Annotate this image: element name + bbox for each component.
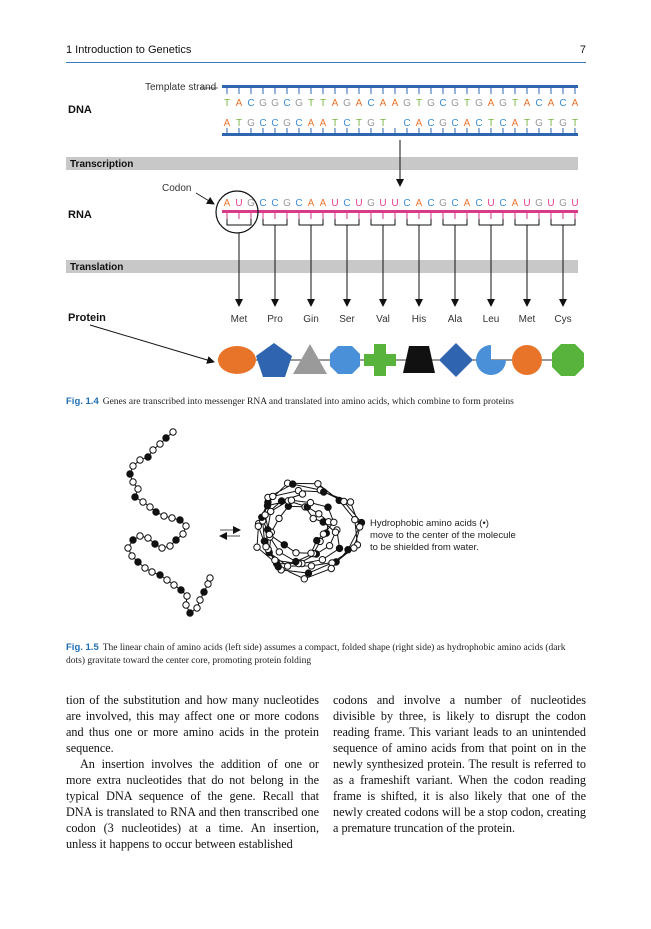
figure-1-5 <box>0 410 651 640</box>
nucleotide-base: G <box>283 118 291 129</box>
hydrophilic-residue <box>263 544 269 550</box>
nucleotide-base: C <box>403 198 411 209</box>
blue-pacman-icon <box>476 345 506 375</box>
nucleotide-base: C <box>271 198 279 209</box>
hydrophilic-residue <box>169 515 175 521</box>
nucleotide-base: C <box>535 98 543 109</box>
figure-1-4-caption <box>66 395 586 409</box>
nucleotide-base: C <box>451 198 459 209</box>
hydrophilic-residue <box>266 531 272 537</box>
codon-bracket <box>443 219 467 225</box>
body-paragraph: tion of the substitution and how many nucleotides are involved, this may affect one or more codons and thus one or more amino acids in the protein sequence. <box>66 693 319 755</box>
nucleotide-base: G <box>247 118 255 129</box>
nucleotide-base: G <box>535 118 543 129</box>
hydrophilic-residue <box>164 577 170 583</box>
figure-1-5-caption-text: The linear chain of amino acids (left side) assumes a compact, folded shape (right side) as hydrophobic amino acids (dark dots) gravitate toward the center core, promoting protein folding <box>66 643 566 666</box>
dna-top-ticks <box>227 88 575 94</box>
nucleotide-base: T <box>415 98 423 109</box>
nucleotide-base: A <box>463 198 471 209</box>
figure-1-5-caption-label: Fig. 1.5 <box>66 642 99 653</box>
codon-label: Codon <box>162 183 192 194</box>
hydrophilic-residue <box>308 550 314 556</box>
hydrophilic-residue <box>180 531 186 537</box>
nucleotide-base: G <box>259 98 267 109</box>
hydrophobic-residue <box>314 537 320 543</box>
hydrophilic-residue <box>255 523 261 529</box>
nucleotide-base: A <box>223 198 231 209</box>
nucleotide-base: C <box>559 98 567 109</box>
figure-1-5-caption <box>66 641 586 668</box>
nucleotide-base: C <box>475 198 483 209</box>
dna-helix <box>222 85 579 136</box>
nucleotide-base: G <box>439 198 447 209</box>
hydrophilic-residue <box>262 512 268 518</box>
hydrophobic-residue <box>135 559 141 565</box>
nucleotide-base: A <box>319 118 327 129</box>
nucleotide-base: A <box>223 118 231 129</box>
hydrophobic-residue <box>305 570 311 576</box>
hydrophobic-residue <box>336 545 342 551</box>
protein-label: Protein <box>68 312 106 324</box>
hydrophilic-residue <box>137 457 143 463</box>
hydrophilic-residue <box>183 602 189 608</box>
codon-bracket <box>299 219 323 225</box>
hydrophilic-residue <box>316 511 322 517</box>
nucleotide-base: C <box>247 98 255 109</box>
nucleotide-base: G <box>499 98 507 109</box>
hydrophilic-residue <box>276 549 282 555</box>
nucleotide-base: T <box>379 118 387 129</box>
hydrophobic-residue <box>325 504 331 510</box>
hydrophilic-residue <box>147 504 153 510</box>
hydrophobic-residue <box>127 471 133 477</box>
nucleotide-base: U <box>487 198 495 209</box>
nucleotide-base: U <box>523 198 531 209</box>
rna-ticks <box>227 213 575 219</box>
hydrophilic-residue <box>332 529 338 535</box>
nucleotide-base: G <box>427 98 435 109</box>
translation-label: Translation <box>70 262 124 273</box>
nucleotide-base: G <box>367 198 375 209</box>
hydrophilic-residue <box>352 517 358 523</box>
nucleotide-base: C <box>499 118 507 129</box>
nucleotide-base: U <box>391 198 399 209</box>
nucleotide-base: U <box>331 198 339 209</box>
chapter-title: 1 Introduction to Genetics <box>66 44 192 56</box>
nucleotide-base: T <box>511 98 519 109</box>
nucleotide-base: G <box>343 98 351 109</box>
hydrophobic-residue <box>290 481 296 487</box>
hydrophilic-residue <box>284 563 290 569</box>
hydrophilic-residue <box>150 447 156 453</box>
nucleotide-base: A <box>415 198 423 209</box>
nucleotide-base: A <box>331 98 339 109</box>
nucleotide-base: T <box>463 98 471 109</box>
nucleotide-base: C <box>343 118 351 129</box>
nucleotide-base: T <box>319 98 327 109</box>
dna-backbone-bottom <box>222 133 578 136</box>
blue-octagon-icon <box>330 346 360 374</box>
nucleotide-base: G <box>559 118 567 129</box>
nucleotide-base: C <box>295 118 303 129</box>
codon-bracket <box>551 219 575 225</box>
green-cross-icon <box>364 344 396 376</box>
codon-brackets <box>227 219 575 225</box>
hydrophilic-residue <box>130 479 136 485</box>
hydrophilic-residue <box>149 569 155 575</box>
nucleotide-base: A <box>415 118 423 129</box>
nucleotide-base: G <box>271 98 279 109</box>
translation-band <box>66 260 578 273</box>
codon-bracket <box>479 219 503 225</box>
body-column-left <box>66 692 319 852</box>
rna-label: RNA <box>68 209 92 221</box>
hydrophilic-residue <box>320 531 326 537</box>
hydrophobic-residue <box>293 558 299 564</box>
nucleotide-base: G <box>367 118 375 129</box>
nucleotide-base: G <box>439 118 447 129</box>
nucleotide-base: U <box>547 198 555 209</box>
hydrophobic-residue <box>178 587 184 593</box>
nucleotide-base: U <box>571 198 579 209</box>
rna-sequence <box>224 198 579 209</box>
hydrophilic-residue <box>341 498 347 504</box>
transcription-label: Transcription <box>70 159 134 170</box>
nucleotide-base: A <box>463 118 471 129</box>
hydrophilic-residue <box>194 605 200 611</box>
hydrophilic-residue <box>319 557 325 563</box>
codon-bracket <box>407 219 431 225</box>
codon-bracket <box>515 219 539 225</box>
hydrophobic-residue <box>177 517 183 523</box>
nucleotide-base: U <box>235 198 243 209</box>
transcription-band <box>66 157 578 170</box>
nucleotide-base: C <box>259 118 267 129</box>
nucleotide-base: C <box>403 118 411 129</box>
black-trapezoid-icon <box>403 346 435 373</box>
nucleotide-base: C <box>427 198 435 209</box>
dna-bottom-ticks <box>227 128 575 133</box>
hydrophobic-residue <box>275 564 281 570</box>
hydrophilic-residue <box>299 491 305 497</box>
nucleotide-base: A <box>547 98 555 109</box>
hydrophilic-residue <box>161 513 167 519</box>
body-paragraph: codons and involve a number of nucleotides divisible by three, is likely to disrupt the codon reading frame. This variant leads to an unintended sequence of amino acids from that point on in the newly synthesized protein. The result is referred to as a frameshift variant. When the codon reading frame is shifted, it is also likely that one of the newly created codons will be a stop codon, creating a premature truncation of the protein. <box>333 693 586 835</box>
orange-ellipse-icon <box>218 346 256 374</box>
nucleotide-base: A <box>511 198 519 209</box>
nucleotide-base: A <box>235 98 243 109</box>
nucleotide-base: T <box>223 98 231 109</box>
nucleotide-base: C <box>259 198 267 209</box>
hydrophobic-residue <box>145 454 151 460</box>
nucleotide-base: G <box>247 198 255 209</box>
amino-acid-label: Met <box>518 314 536 325</box>
nucleotide-base: T <box>487 118 495 129</box>
hydrophilic-residue <box>125 545 131 551</box>
codon-bracket <box>335 219 359 225</box>
dna-coding-sequence <box>224 118 578 129</box>
blue-diamond-icon <box>439 343 473 377</box>
nucleotide-base: U <box>355 198 363 209</box>
nucleotide-base: T <box>571 118 579 129</box>
nucleotide-base: T <box>355 118 363 129</box>
hydrophilic-residue <box>272 557 278 563</box>
green-octagon-icon <box>552 344 584 376</box>
nucleotide-base: C <box>271 118 279 129</box>
amino-acid-label: Leu <box>482 314 500 325</box>
hydrophilic-residue <box>347 499 353 505</box>
hydrophobic-residue <box>281 542 287 548</box>
nucleotide-base: A <box>319 198 327 209</box>
hydrophilic-residue <box>145 535 151 541</box>
nucleotide-base: T <box>331 118 339 129</box>
hydrophilic-residue <box>159 545 165 551</box>
rna-strand <box>222 198 579 225</box>
nucleotide-base: C <box>283 98 291 109</box>
hydrophobic-residue <box>130 537 136 543</box>
hydrophilic-residue <box>205 581 211 587</box>
folded-amino-acid-chain <box>254 480 365 582</box>
nucleotide-base: G <box>283 198 291 209</box>
nucleotide-base: T <box>547 118 555 129</box>
hydrophobic-residue <box>264 502 270 508</box>
protein-pointer-arrow <box>90 325 214 362</box>
hydrophilic-residue <box>276 515 282 521</box>
orange-circle-icon <box>512 345 542 375</box>
nucleotide-base: C <box>499 198 507 209</box>
nucleotide-base: A <box>511 118 519 129</box>
hydrophobic-residue <box>163 435 169 441</box>
hydrophilic-residue <box>308 563 314 569</box>
dna-template-sequence <box>224 98 579 109</box>
nucleotide-base: T <box>523 118 531 129</box>
folding-arrows <box>220 530 240 536</box>
hydrophobic-residue <box>157 572 163 578</box>
hydrophobic-residue <box>173 537 179 543</box>
nucleotide-base: A <box>355 98 363 109</box>
nucleotide-base: T <box>235 118 243 129</box>
nucleotide-base: A <box>487 98 495 109</box>
nucleotide-base: C <box>475 118 483 129</box>
nucleotide-base: C <box>427 118 435 129</box>
amino-acid-label: Met <box>230 314 248 325</box>
codon-bracket <box>263 219 287 225</box>
hydrophilic-residue <box>301 576 307 582</box>
nucleotide-base: C <box>367 98 375 109</box>
hydrophobic-residue <box>132 494 138 500</box>
hydrophilic-residue <box>197 597 203 603</box>
hydrophilic-residue <box>270 493 276 499</box>
blue-pentagon-icon <box>256 343 292 377</box>
hydrophilic-residue <box>207 575 213 581</box>
hydrophobic-note-line-1: Hydrophobic amino acids (•) <box>370 518 489 529</box>
nucleotide-base: U <box>379 198 387 209</box>
nucleotide-base: G <box>559 198 567 209</box>
nucleotide-base: A <box>379 98 387 109</box>
nucleotide-base: A <box>391 98 399 109</box>
hydrophobic-residue <box>321 489 327 495</box>
template-strand-label: Template strand <box>145 82 217 93</box>
hydrophilic-residue <box>254 544 260 550</box>
nucleotide-base: A <box>523 98 531 109</box>
dna-backbone-top <box>222 85 578 88</box>
nucleotide-base: G <box>403 98 411 109</box>
nucleotide-base: C <box>439 98 447 109</box>
hydrophobic-note-line-3: to be shielded from water. <box>370 542 479 553</box>
body-column-right <box>333 692 586 836</box>
figure-1-4-caption-text: Genes are transcribed into messenger RNA and translated into amino acids, which combine to form proteins <box>102 397 514 407</box>
hydrophobic-note-line-2: move to the center of the molecule <box>370 530 516 541</box>
amino-acid-label: Val <box>376 314 390 325</box>
hydrophilic-residue <box>135 486 141 492</box>
hydrophobic-residue <box>187 610 193 616</box>
hydrophilic-residue <box>184 593 190 599</box>
nucleotide-base: A <box>307 118 315 129</box>
hydrophobic-residue <box>278 498 284 504</box>
amino-acid-label: Ser <box>339 314 355 325</box>
nucleotide-base: C <box>295 198 303 209</box>
nucleotide-base: A <box>571 98 579 109</box>
body-paragraph: An insertion involves the addition of one or more extra nucleotides that do not belong in the typical DNA sequence of the gene. Recall that DNA is translated to RNA and then transcribed one codon (3 nucleotides) at a time. An insertion, unless it happens to occur between established <box>66 757 319 851</box>
amino-acid-label: Ala <box>447 314 463 325</box>
hydrophilic-residue <box>357 524 363 530</box>
nucleotide-base: T <box>307 98 315 109</box>
dna-label: DNA <box>68 104 92 116</box>
nucleotide-base: C <box>451 118 459 129</box>
linear-amino-acid-chain <box>125 429 213 616</box>
hydrophilic-residue <box>157 441 163 447</box>
hydrophilic-residue <box>328 565 334 571</box>
figure-1-4-caption-label: Fig. 1.4 <box>66 396 99 407</box>
hydrophilic-residue <box>129 553 135 559</box>
amino-acid-labels <box>231 314 572 325</box>
hydrophobic-residue <box>201 589 207 595</box>
amino-acid-label: His <box>411 314 427 325</box>
hydrophilic-residue <box>142 565 148 571</box>
hydrophilic-residue <box>310 515 316 521</box>
gray-triangle-icon <box>293 344 327 374</box>
hydrophilic-residue <box>183 523 189 529</box>
codon-bracket <box>371 219 395 225</box>
hydrophilic-residue <box>167 543 173 549</box>
hydrophilic-residue <box>307 499 313 505</box>
nucleotide-base: G <box>451 98 459 109</box>
amino-acid-label: Pro <box>267 314 283 325</box>
nucleotide-base: A <box>307 198 315 209</box>
hydrophilic-residue <box>315 481 321 487</box>
page-number: 7 <box>579 44 586 56</box>
hydrophilic-residue <box>293 550 299 556</box>
nucleotide-base: G <box>475 98 483 109</box>
hydrophilic-residue <box>171 582 177 588</box>
hydrophilic-residue <box>288 497 294 503</box>
codon-bracket <box>227 219 251 225</box>
hydrophilic-residue <box>130 463 136 469</box>
hydrophilic-residue <box>331 519 337 525</box>
hydrophobic-residue <box>152 541 158 547</box>
hydrophobic-residue <box>153 509 159 515</box>
hydrophilic-residue <box>170 429 176 435</box>
codon-pointer <box>196 193 214 204</box>
amino-acid-label: Gin <box>303 314 319 325</box>
nucleotide-base: G <box>535 198 543 209</box>
hydrophilic-residue <box>137 533 143 539</box>
hydrophilic-residue <box>326 543 332 549</box>
nucleotide-base: C <box>343 198 351 209</box>
hydrophilic-residue <box>140 499 146 505</box>
figure-1-4 <box>0 0 651 390</box>
nucleotide-base: G <box>295 98 303 109</box>
amino-acid-label: Cys <box>554 314 572 325</box>
rna-backbone <box>222 210 578 213</box>
hydrophobic-residue <box>345 547 351 553</box>
